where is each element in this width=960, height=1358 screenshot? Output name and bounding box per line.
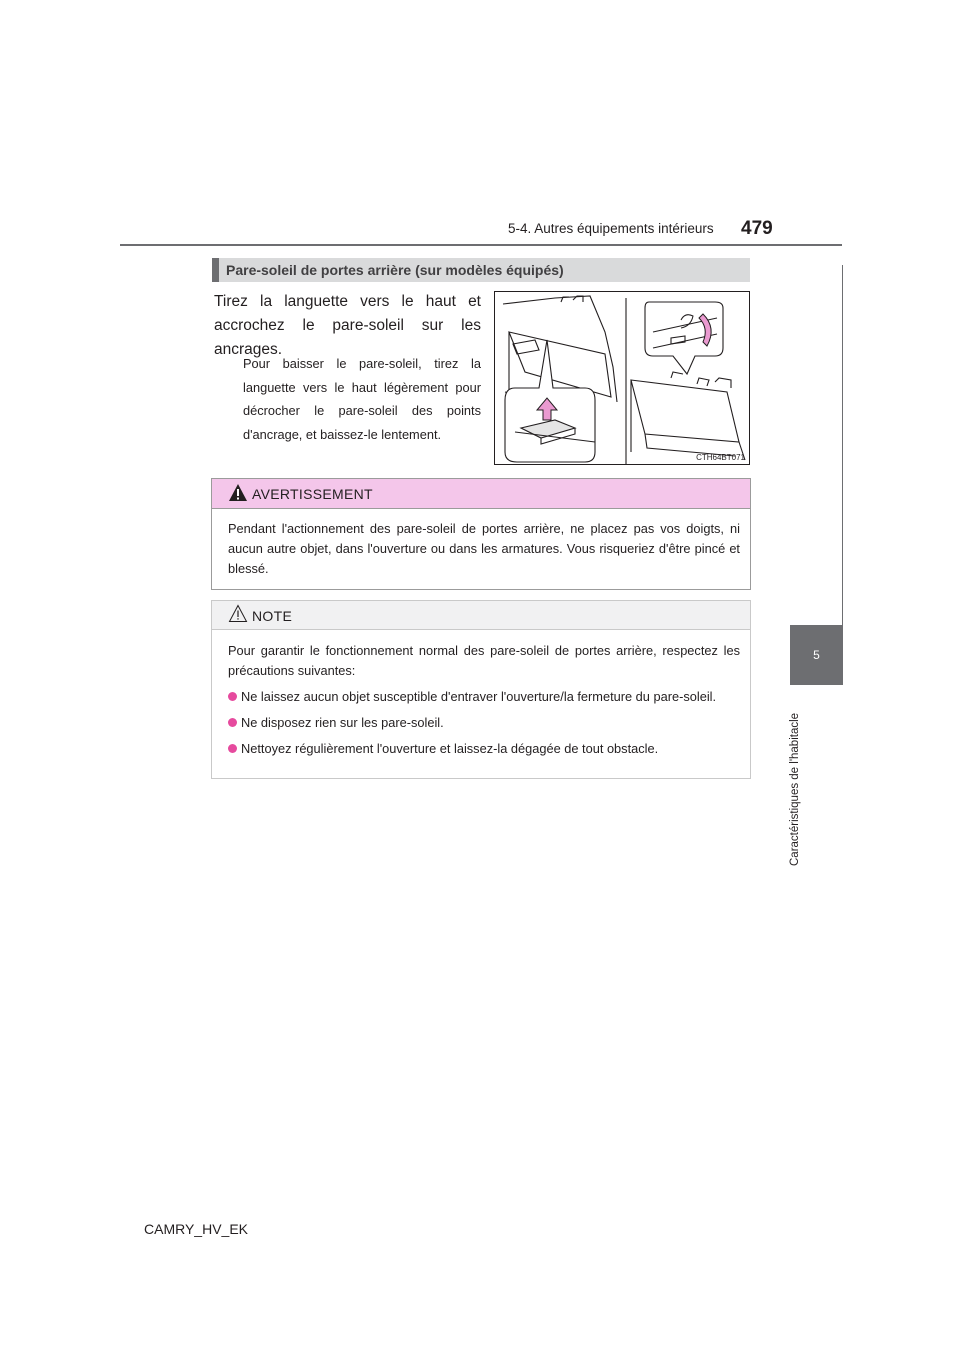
instruction-text: Tirez la languette vers le haut et accrochez le pare-soleil sur les ancrages. (214, 293, 481, 358)
note-bullet-text: Ne disposez rien sur les pare-soleil. (241, 715, 444, 730)
warning-text: Pendant l'actionnement des pare-soleil de portes arrière, ne placez pas vos doigts, ni aucun autre objet, dans l'ouverture ou dans les armatures. Vous risqueriez d'être pincé et blessé. (228, 521, 740, 576)
running-header-section: 5-4. Autres équipements intérieurs (508, 221, 714, 236)
section-heading-bar (212, 258, 750, 282)
chapter-title: Caractéristiques de l'habitacle (789, 712, 801, 866)
note-box (211, 600, 751, 779)
side-rule (842, 265, 843, 630)
section-heading: Pare-soleil de portes arrière (sur modèles équipés) (226, 262, 564, 278)
warning-triangle-icon (228, 483, 248, 502)
model-code: CAMRY_HV_EK (144, 1221, 249, 1237)
bullet-dot-icon (228, 718, 237, 727)
note-title: NOTE (252, 608, 293, 624)
header-rule (120, 244, 842, 246)
sub-instruction-text: Pour baisser le pare-soleil, tirez la languette vers le haut légèrement pour décrocher le pare-soleil des points d'ancrage, et baissez-le lentement. (243, 356, 481, 442)
note-header (212, 601, 750, 630)
section-heading-stripe (212, 258, 219, 282)
sunshade-drawing (495, 292, 749, 464)
caution-triangle-icon (228, 604, 248, 623)
note-bullet (228, 713, 740, 733)
note-bullet (228, 739, 740, 759)
bullet-dot-icon (228, 692, 237, 701)
illustration-code: CTH64BT071 (696, 453, 745, 462)
chapter-number: 5 (813, 648, 820, 662)
note-bullet (228, 687, 740, 707)
bullet-dot-icon (228, 744, 237, 753)
warning-title: AVERTISSEMENT (252, 486, 373, 502)
sunshade-illustration (494, 291, 750, 465)
warning-box (211, 478, 751, 590)
chapter-title-vertical (786, 690, 806, 870)
chapter-tab (790, 625, 843, 685)
note-body (228, 641, 740, 759)
warning-header (212, 479, 750, 509)
note-intro: Pour garantir le fonctionnement normal des pare-soleil de portes arrière, respectez les précautions suivantes: (228, 643, 740, 678)
note-bullet-text: Nettoyez régulièrement l'ouverture et laissez-la dégagée de tout obstacle. (241, 741, 659, 756)
note-bullet-text: Ne laissez aucun objet susceptible d'entraver l'ouverture/la fermeture du pare-soleil. (241, 689, 717, 704)
page-number: 479 (741, 218, 773, 239)
